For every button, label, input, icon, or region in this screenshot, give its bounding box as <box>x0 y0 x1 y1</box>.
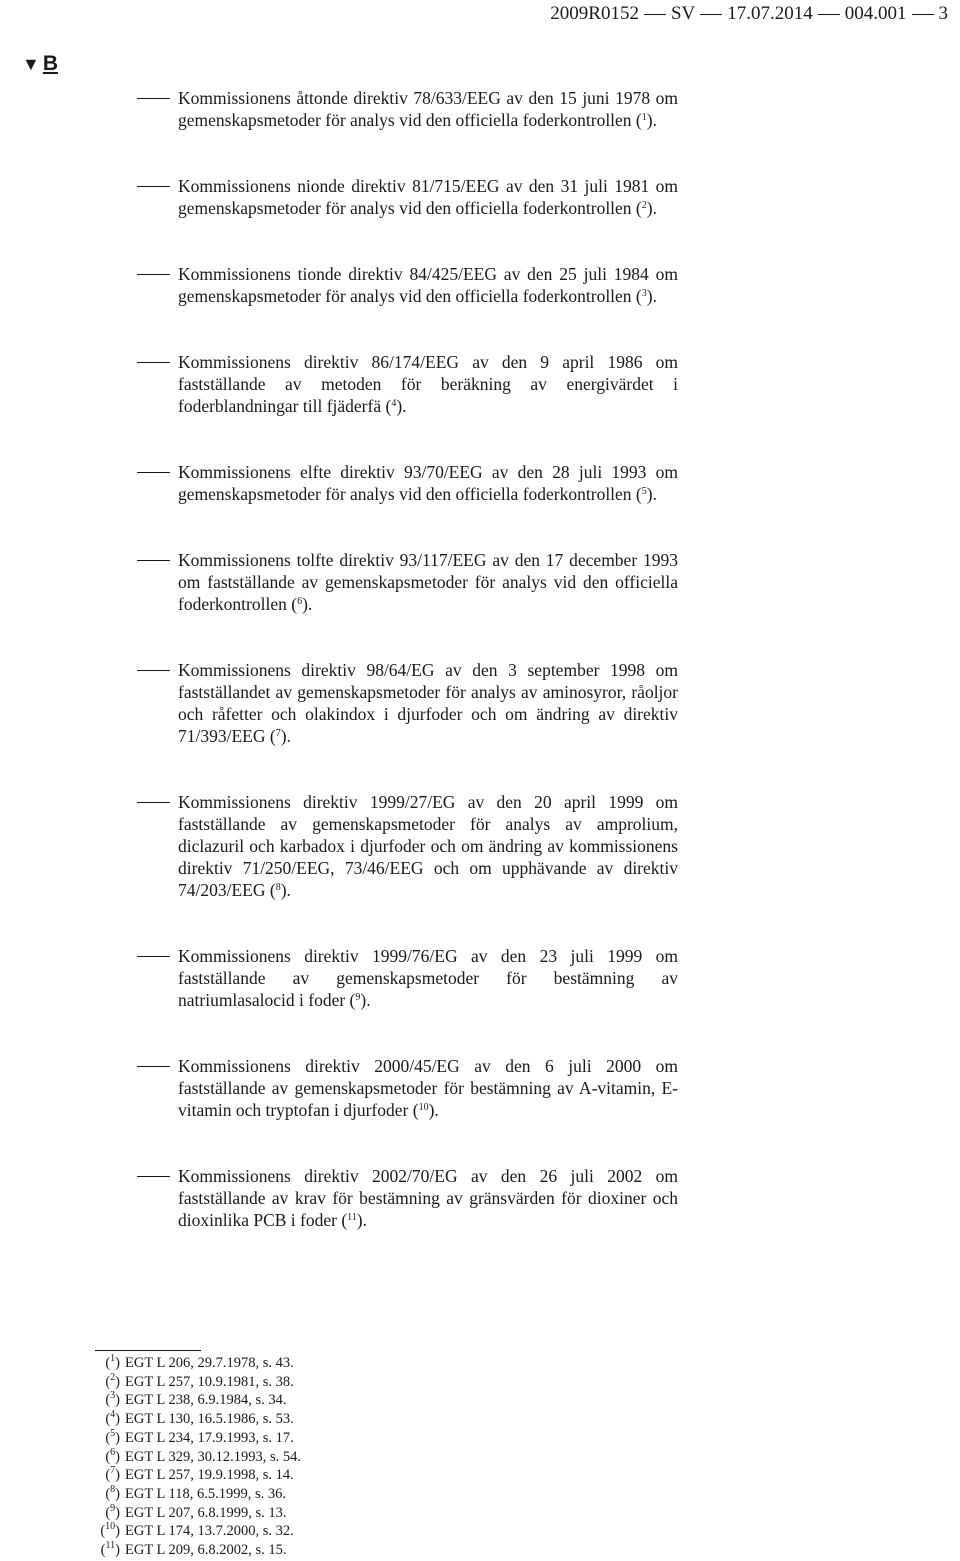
footnote-text: EGT L 130, 16.5.1986, s. 53. <box>125 1411 294 1428</box>
directive-text: Kommissionens direktiv 1999/27/EG av den 20 april 1999 om fastställande av gemenskapsmetoder för analys av amprolium, diclazuril och karbadox i djurfoder och om ändring av kommissionens direktiv 71/250/EEG, 73/46/EEG och om upphävande av direktiv 74/203/EEG ( <box>178 792 678 900</box>
list-item <box>0 791 678 901</box>
directive-text: Kommissionens tolfte direktiv 93/117/EEG av den 17 december 1993 om fastställande av gemenskapsmetoder för analys vid den officiella foderkontrollen ( <box>178 550 678 614</box>
footnote-text: EGT L 174, 13.7.2000, s. 32. <box>125 1523 294 1540</box>
list-item <box>0 945 678 1011</box>
dash-bullet <box>137 472 170 473</box>
document-id: 2009R0152 <box>550 3 639 24</box>
header-separator <box>644 14 666 15</box>
footnote <box>0 1448 301 1467</box>
footnote-ref[interactable]: 3 <box>641 288 647 299</box>
header-separator <box>912 14 934 15</box>
dash-bullet <box>137 802 170 803</box>
directive-text-end: ). <box>280 726 291 746</box>
directive-text-end: ). <box>646 286 657 306</box>
directive-text-end: ). <box>428 1100 439 1120</box>
version-number: 004.001 <box>844 3 907 24</box>
dash-bullet <box>137 98 170 99</box>
footnote-text: EGT L 257, 19.9.1998, s. 14. <box>125 1467 294 1484</box>
list-item <box>0 87 678 131</box>
directive-text-end: ). <box>646 484 657 504</box>
triangle-down-icon: ▼ <box>22 54 40 74</box>
amendment-marker-label: B <box>42 52 58 75</box>
footnote <box>0 1410 301 1429</box>
directive-text: Kommissionens direktiv 98/64/EG av den 3 september 1998 om fastställandet av gemenskapsmetoder för analys av aminosyror, råoljor och råfetter och olakindox i djurfoder och om ändring av direktiv 71/393/EEG ( <box>178 660 678 746</box>
footnote-text: EGT L 207, 6.8.1999, s. 13. <box>125 1504 287 1521</box>
list-item <box>0 659 678 747</box>
footnote-text: EGT L 206, 29.7.1978, s. 43. <box>125 1355 294 1371</box>
footnote-ref[interactable]: 2 <box>641 200 647 211</box>
list-item <box>0 1165 678 1231</box>
list-item <box>0 549 678 615</box>
directive-text-end: ). <box>646 110 657 130</box>
footnote-ref[interactable]: 8 <box>275 882 281 893</box>
footnote-text: EGT L 234, 17.9.1993, s. 17. <box>125 1429 294 1446</box>
directive-text: Kommissionens direktiv 2000/45/EG av den 6 juli 2000 om fastställande av gemenskapsmetoder för bestämning av A-vitamin, E-vitamin och tryptofan i djurfoder ( <box>178 1056 678 1120</box>
footnote-ref[interactable]: 6 <box>297 596 303 607</box>
footnote-number: ($^6$) <box>105 1446 120 1465</box>
footnote-ref[interactable]: 1 <box>641 112 647 123</box>
directive-text: Kommissionens åttonde direktiv 78/633/EEG av den 15 juni 1978 om gemenskapsmetoder för analys vid den officiella foderkontrollen ( <box>178 88 678 130</box>
footnote-ref[interactable]: 11 <box>347 1212 357 1223</box>
footnote-number: ($^7$) <box>105 1465 120 1484</box>
dash-bullet <box>137 1066 170 1067</box>
footnote-ref[interactable]: 10 <box>418 1102 429 1113</box>
directive-text: Kommissionens direktiv 1999/76/EG av den 23 juli 1999 om fastställande av gemenskapsmetoder för bestämning av natriumlasalocid i foder ( <box>178 946 678 1010</box>
dash-bullet <box>137 670 170 671</box>
directive-text-end: ). <box>396 396 407 416</box>
footnote-number: ($^3$) <box>105 1390 120 1409</box>
page-number: 3 <box>938 3 948 24</box>
footnote-divider <box>95 1350 201 1351</box>
footnote-text: EGT L 118, 6.5.1999, s. 36. <box>125 1485 286 1502</box>
footnote-ref[interactable]: 9 <box>355 992 361 1003</box>
footnote-text: EGT L 209, 6.8.2002, s. 15. <box>125 1542 287 1559</box>
footnote-list <box>0 1354 301 1560</box>
list-item <box>0 351 678 417</box>
dash-bullet <box>137 186 170 187</box>
footnote-number: ($^{11}$) <box>100 1540 120 1559</box>
footnote-number: ($^8$) <box>105 1483 120 1502</box>
list-item <box>0 175 678 219</box>
footnote <box>0 1429 301 1448</box>
directive-text-end: ). <box>646 198 657 218</box>
directive-text-end: ). <box>302 594 313 614</box>
footnote-number: ($^4$) <box>105 1409 120 1428</box>
footnote-text: EGT L 257, 10.9.1981, s. 38. <box>125 1373 294 1390</box>
header-separator <box>700 14 722 15</box>
amendment-marker <box>22 52 58 76</box>
directive-text: Kommissionens elfte direktiv 93/70/EEG av den 28 juli 1993 om gemenskapsmetoder för analys vid den officiella foderkontrollen ( <box>178 462 678 504</box>
header-separator <box>818 14 840 15</box>
dash-bullet <box>137 274 170 275</box>
footnote <box>0 1541 301 1560</box>
footnote <box>0 1485 301 1504</box>
footnote <box>0 1466 301 1485</box>
list-item <box>0 263 678 307</box>
footnote <box>0 1504 301 1523</box>
dash-bullet <box>137 1176 170 1177</box>
directive-text-end: ). <box>280 880 291 900</box>
footnote-number: ($^{10}$) <box>100 1521 120 1540</box>
directive-list <box>0 87 960 1275</box>
footnote-number: ($^5$) <box>105 1427 120 1446</box>
footnote <box>0 1354 301 1373</box>
footnote <box>0 1522 301 1541</box>
dash-bullet <box>137 362 170 363</box>
consolidation-date: 17.07.2014 <box>727 3 813 24</box>
list-item <box>0 461 678 505</box>
footnote-text: EGT L 238, 6.9.1984, s. 34. <box>125 1392 287 1409</box>
footnote-number: ($^2$) <box>105 1371 120 1390</box>
directive-text: Kommissionens tionde direktiv 84/425/EEG av den 25 juli 1984 om gemenskapsmetoder för analys vid den officiella foderkontrollen ( <box>178 264 678 306</box>
footnote-number: ($^1$) <box>105 1353 120 1371</box>
directive-text: Kommissionens nionde direktiv 81/715/EEG av den 31 juli 1981 om gemenskapsmetoder för analys vid den officiella foderkontrollen ( <box>178 176 678 218</box>
footnote <box>0 1373 301 1392</box>
directive-text: Kommissionens direktiv 86/174/EEG av den 9 april 1986 om fastställande av metoden för beräkning av energivärdet i foderblandningar till fjäderfä ( <box>178 352 678 416</box>
page-header <box>550 2 948 26</box>
list-item <box>0 1055 678 1121</box>
dash-bullet <box>137 560 170 561</box>
footnote-ref[interactable]: 5 <box>641 486 647 497</box>
footnote-text: EGT L 329, 30.12.1993, s. 54. <box>125 1448 302 1465</box>
footnote-ref[interactable]: 7 <box>275 728 281 739</box>
footnote-ref[interactable]: 4 <box>391 398 397 409</box>
footnote-number: ($^9$) <box>105 1502 120 1521</box>
language-code: SV <box>670 3 696 24</box>
directive-text: Kommissionens direktiv 2002/70/EG av den 26 juli 2002 om fastställande av krav för bestämning av gränsvärden för dioxiner och dioxinlika PCB i foder ( <box>178 1166 678 1230</box>
directive-text-end: ). <box>360 990 371 1010</box>
footnote <box>0 1391 301 1410</box>
dash-bullet <box>137 956 170 957</box>
directive-text-end: ). <box>356 1210 367 1230</box>
